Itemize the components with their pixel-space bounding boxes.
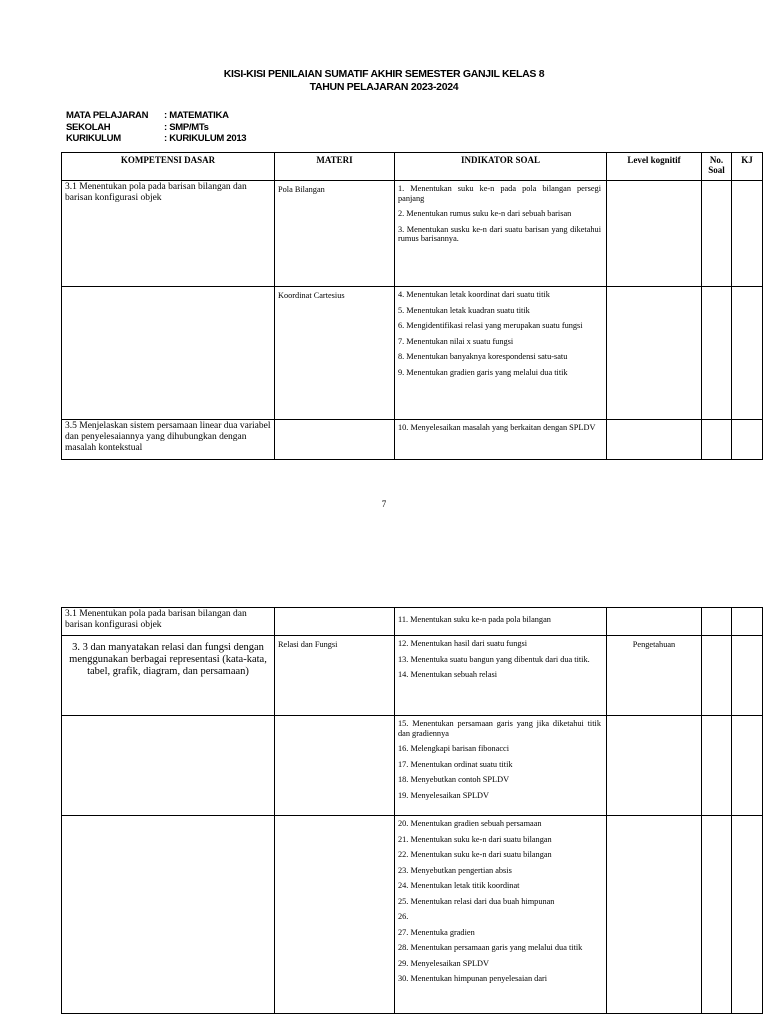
kompetensi-dasar-cell bbox=[62, 816, 275, 1014]
materi-cell: Pola Bilangan bbox=[275, 181, 395, 287]
table-row bbox=[62, 287, 763, 420]
indikator-item: 28. Menentukan persamaan garis yang melalui dua titik bbox=[398, 943, 583, 952]
document-meta bbox=[66, 110, 246, 145]
header-level-kognitif: Level kognitif bbox=[607, 153, 702, 181]
meta-value: : SMP/MTs bbox=[164, 121, 209, 133]
indikator-item: 12. Menentukan hasil dari suatu fungsi bbox=[398, 639, 528, 648]
kompetensi-dasar-cell bbox=[62, 716, 275, 816]
table-row bbox=[62, 181, 763, 287]
indikator-item: 27. Menentuka gradien bbox=[398, 927, 475, 937]
indikator-item: 10. Menyelesaikan masalah yang berkaitan dengan SPLDV bbox=[398, 423, 596, 432]
no-soal-cell bbox=[702, 420, 732, 460]
no-soal-cell bbox=[702, 716, 732, 816]
header-no-soal: No. Soal bbox=[702, 153, 732, 181]
document-title-line1: KISI-KISI PENILAIAN SUMATIF AKHIR SEMESTER GANJIL KELAS 8 bbox=[223, 68, 545, 80]
no-soal-cell bbox=[702, 636, 732, 716]
level-kognitif-cell bbox=[607, 181, 702, 287]
materi-cell bbox=[275, 420, 395, 460]
indikator-item: 1. Menentukan suku ke-n pada pola bilangan persegi panjang bbox=[398, 184, 601, 203]
indikator-item: 22. Menentukan suku ke-n dari suatu bilangan bbox=[398, 850, 552, 859]
indikator-item: 19. Menyelesaikan SPLDV bbox=[398, 790, 490, 800]
indikator-item: 7. Menentukan nilai x suatu fungsi bbox=[398, 336, 514, 346]
indikator-cell bbox=[395, 608, 607, 636]
indikator-item: 16. Melengkapi barisan fibonacci bbox=[398, 744, 510, 753]
header-indikator-soal: INDIKATOR SOAL bbox=[395, 153, 607, 181]
table-header-row bbox=[62, 153, 763, 181]
materi-cell: Koordinat Cartesius bbox=[275, 287, 395, 420]
indikator-item: 17. Menentukan ordinat suatu titik bbox=[398, 759, 513, 769]
kompetensi-dasar-cell: 3.1 Menentukan pola pada barisan bilangan dan barisan konfigurasi objek bbox=[62, 608, 275, 636]
table-row bbox=[62, 716, 763, 816]
indikator-item: 15. Menentukan persamaan garis yang jika diketahui titik dan gradiennya bbox=[398, 719, 601, 738]
indikator-item: 2. Menentukan rumus suku ke-n dari sebuah barisan bbox=[398, 209, 572, 218]
kj-cell bbox=[732, 716, 763, 816]
meta-label: MATA PELAJARAN bbox=[66, 110, 149, 121]
no-soal-cell bbox=[702, 608, 732, 636]
grid-table-page2 bbox=[61, 607, 763, 1014]
table-row bbox=[62, 608, 763, 636]
indikator-cell bbox=[395, 287, 607, 420]
level-kognitif-cell bbox=[607, 420, 702, 460]
indikator-item: 5. Menentukan letak kuadran suatu titik bbox=[398, 305, 530, 315]
kompetensi-dasar-cell: 3.1 Menentukan pola pada barisan bilangan dan barisan konfigurasi objek bbox=[62, 181, 275, 287]
indikator-item: 14. Menentukan sebuah relasi bbox=[398, 670, 498, 679]
level-kognitif-cell bbox=[607, 816, 702, 1014]
indikator-cell bbox=[395, 816, 607, 1014]
meta-label: SEKOLAH bbox=[66, 121, 111, 133]
meta-curriculum bbox=[66, 133, 246, 145]
materi-cell bbox=[275, 608, 395, 636]
indikator-item: 9. Menentukan gradien garis yang melalui dua titik bbox=[398, 367, 568, 377]
indikator-item: 20. Menentukan gradien sebuah persamaan bbox=[398, 819, 542, 828]
indikator-item: 25. Menentukan relasi dari dua buah himpunan bbox=[398, 896, 555, 906]
indikator-item: 6. Mengidentifikasi relasi yang merupakan suatu fungsi bbox=[398, 321, 583, 330]
kompetensi-dasar-cell: 3. 3 dan manyatakan relasi dan fungsi dengan menggunakan berbagai representasi (kata-kata, tabel, grafik, diagram, dan persamaan) bbox=[62, 636, 275, 716]
indikator-item: 3. Menentukan susku ke-n dari suatu barisan yang diketahui rumus barisannya. bbox=[398, 224, 601, 243]
kompetensi-dasar-cell bbox=[62, 287, 275, 420]
indikator-item: 29. Menyelesaikan SPLDV bbox=[398, 958, 490, 968]
grid-table-page1 bbox=[61, 152, 763, 460]
indikator-item: 24. Menentukan letak titik koordinat bbox=[398, 881, 520, 890]
kj-cell bbox=[732, 287, 763, 420]
indikator-cell bbox=[395, 420, 607, 460]
kj-cell bbox=[732, 181, 763, 287]
meta-value: : KURIKULUM 2013 bbox=[164, 133, 247, 144]
materi-cell bbox=[275, 816, 395, 1014]
level-kognitif-cell: Pengetahuan bbox=[607, 636, 702, 716]
indikator-item: 4. Menentukan letak koordinat dari suatu titik bbox=[398, 290, 550, 299]
indikator-item: 8. Menentukan banyaknya korespondensi satu-satu bbox=[398, 352, 568, 361]
indikator-cell bbox=[395, 716, 607, 816]
table-row bbox=[62, 816, 763, 1014]
no-soal-cell bbox=[702, 287, 732, 420]
indikator-item: 21. Menentukan suku ke-n dari suatu bilangan bbox=[398, 834, 552, 844]
indikator-item: 11. Menentukan suku ke-n pada pola bilangan bbox=[398, 615, 551, 624]
no-soal-cell bbox=[702, 816, 732, 1014]
materi-cell: Relasi dan Fungsi bbox=[275, 636, 395, 716]
meta-label: KURIKULUM bbox=[66, 133, 121, 144]
level-kognitif-cell bbox=[607, 716, 702, 816]
header-kompetensi-dasar: KOMPETENSI DASAR bbox=[62, 153, 275, 181]
kj-cell bbox=[732, 608, 763, 636]
header-kj: KJ bbox=[732, 153, 763, 181]
meta-subject bbox=[66, 110, 246, 122]
indikator-cell bbox=[395, 181, 607, 287]
no-soal-cell bbox=[702, 181, 732, 287]
kompetensi-dasar-cell: 3.5 Menjelaskan sistem persamaan linear dua variabel dan penyelesaiannya yang dihubungkan dengan masalah kontekstual bbox=[62, 420, 275, 460]
kj-cell bbox=[732, 816, 763, 1014]
level-kognitif-cell bbox=[607, 608, 702, 636]
page-number: 7 bbox=[381, 499, 387, 509]
header-materi: MATERI bbox=[275, 153, 395, 181]
materi-cell bbox=[275, 716, 395, 816]
table-row bbox=[62, 636, 763, 716]
table-row bbox=[62, 420, 763, 460]
document-title-line2: TAHUN PELAJARAN 2023-2024 bbox=[309, 81, 459, 93]
indikator-cell bbox=[395, 636, 607, 716]
kj-cell bbox=[732, 420, 763, 460]
indikator-item: 18. Menyebutkan contoh SPLDV bbox=[398, 775, 510, 784]
kj-cell bbox=[732, 636, 763, 716]
indikator-item: 13. Menentuka suatu bangun yang dibentuk dari dua titik. bbox=[398, 654, 590, 664]
meta-school bbox=[66, 122, 246, 134]
meta-value: : MATEMATIKA bbox=[164, 110, 229, 121]
indikator-item: 23. Menyebutkan pengertian absis bbox=[398, 865, 512, 875]
indikator-item: 26. bbox=[398, 912, 409, 921]
level-kognitif-cell bbox=[607, 287, 702, 420]
indikator-item: 30. Menentukan himpunan penyelesaian dari bbox=[398, 974, 548, 983]
